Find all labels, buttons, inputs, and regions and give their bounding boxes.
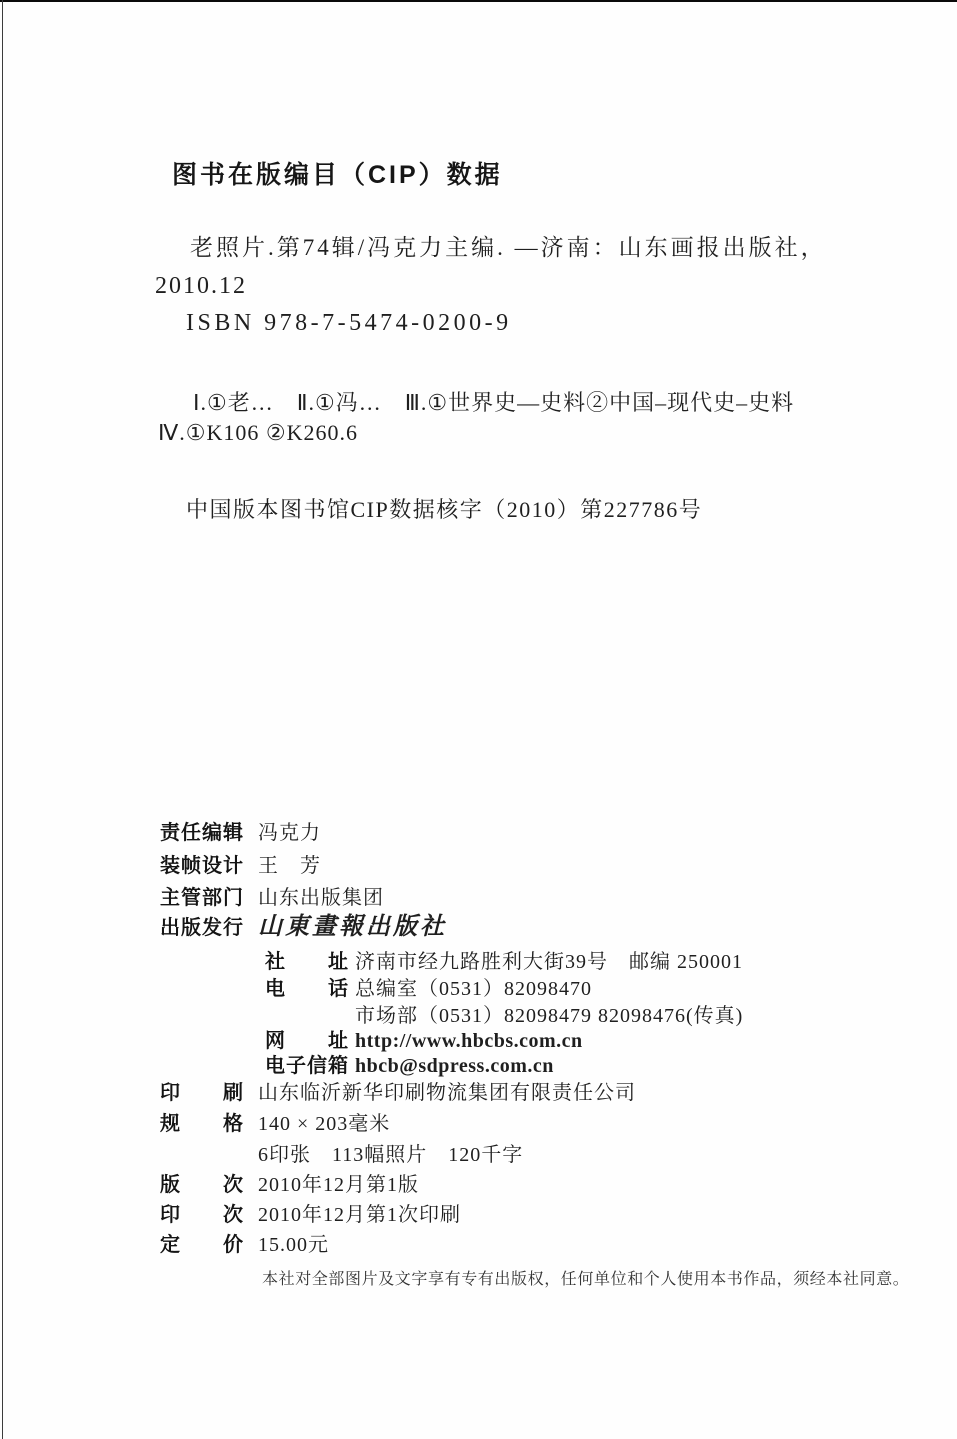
impression-value: 2010年12月第1次印刷 [258,1204,461,1226]
price-label: 定 价 [160,1234,244,1256]
spec-label: 规 格 [160,1113,244,1135]
designer-value: 王 芳 [258,855,321,877]
printer-value: 山东临沂新华印刷物流集团有限责任公司 [258,1082,636,1104]
page-top-edge [0,0,957,2]
colophon-row-edition [160,1168,419,1197]
cip-classification-line1: Ⅰ.①老… Ⅱ.①冯… Ⅲ.①世界史—史料②中国–现代史–史料 [193,390,795,415]
colophon-row-price [160,1228,329,1257]
address-value: 济南市经九路胜利大街39号 邮编 250001 [355,951,743,973]
phone-value-2: 市场部（0531）82098479 82098476(传真) [355,1005,744,1027]
copyright-note: 本社对全部图片及文字享有专有出版权，任何单位和个人使用本书作品，须经本社同意。 [262,1271,910,1288]
cip-record-number: 中国版本图书馆CIP数据核字（2010）第227786号 [186,497,703,522]
supervisor-value: 山东出版集团 [258,887,384,909]
designer-label: 装帧设计 [160,855,244,877]
colophon-row-printer [160,1076,636,1105]
impression-label: 印 次 [160,1204,244,1226]
publisher-label: 出版发行 [160,917,244,939]
colophon-row-spec [160,1107,390,1136]
page-left-edge [2,0,3,1439]
colophon-row-email [265,1049,554,1078]
website-value: http://www.hbcbs.com.cn [355,1030,583,1052]
website-label: 网 址 [265,1030,349,1052]
colophon-row-spec-cont [258,1138,523,1167]
colophon-row-designer [160,849,321,878]
colophon-row-publisher [160,911,447,940]
edition-value: 2010年12月第1版 [258,1174,419,1196]
colophon-row-editor [160,816,321,845]
cip-entry-line1: 老照片.第74辑/冯克力主编. —济南：山东画报出版社， [190,235,827,260]
edition-label: 版 次 [160,1174,244,1196]
colophon-row-supervisor [160,881,384,910]
editor-label: 责任编辑 [160,822,244,844]
cip-classification-line2: Ⅳ.①K106 ②K260.6 [158,420,359,445]
spec-value-2: 6印张 113幅照片 120千字 [258,1144,524,1166]
isbn-number: ISBN 978-7-5474-0200-9 [186,310,512,336]
cip-title: 图书在版编目（CIP）数据 [172,161,503,189]
phone-label: 电 话 [265,978,349,1000]
price-value: 15.00元 [258,1234,329,1256]
email-label: 电子信箱 [265,1055,349,1077]
colophon-row-impression [160,1198,461,1227]
printer-label: 印 刷 [160,1082,244,1104]
email-value: hbcb@sdpress.com.cn [355,1055,554,1077]
phone-value-1: 总编室（0531）82098470 [355,978,592,1000]
colophon-row-phone [265,972,592,1001]
colophon-row-address [265,945,743,974]
address-label: 社 址 [265,951,349,973]
cip-entry-line2: 2010.12 [155,273,247,299]
editor-value: 冯克力 [258,822,321,844]
publisher-logotype: 山東畫報出版社 [258,914,447,940]
supervisor-label: 主管部门 [160,887,244,909]
spec-value-1: 140 × 203毫米 [258,1113,391,1135]
